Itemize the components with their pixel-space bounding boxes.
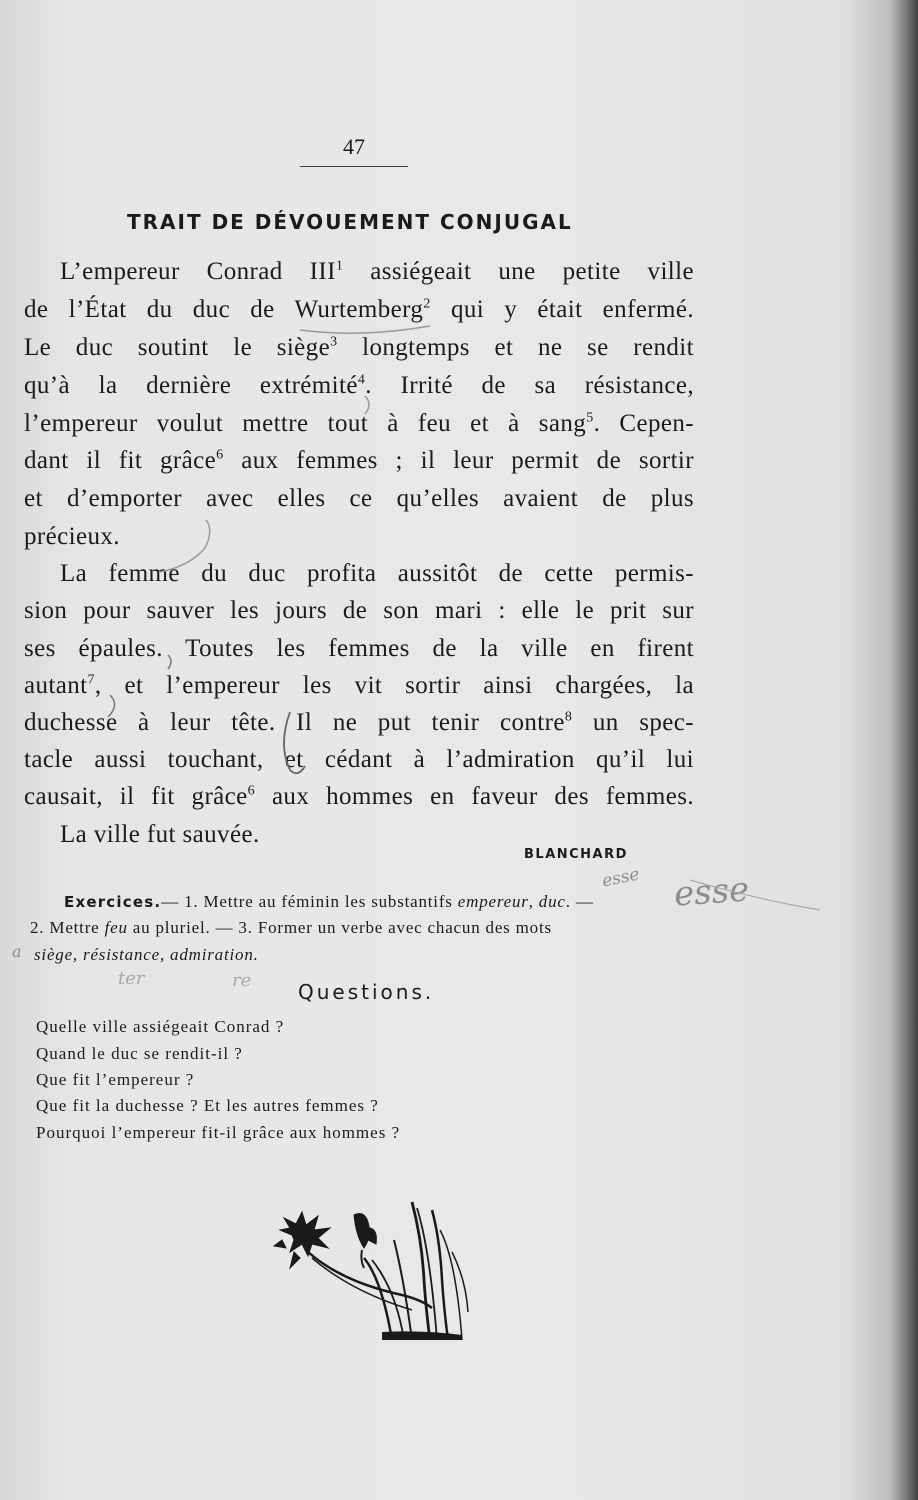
page-edge-shadow [890, 0, 918, 1500]
pencil-note: a [12, 942, 22, 961]
iris-flower-icon [272, 1200, 472, 1345]
text-line: précieux. [24, 523, 120, 550]
text-line: tacle aussi touchant, et cédant à l’admiration qu’il lui [24, 746, 694, 773]
text-line: dant il fit grâce$^6$ aux femmes ; il leur permit de sortir [24, 447, 694, 474]
text-line: La ville fut sauvée. [60, 821, 260, 848]
pencil-note: esse [672, 869, 751, 915]
text-line: duchesse à leur tête. Il ne put tenir contre$^8$ un spec- [24, 709, 694, 736]
exercises-line: Exercices.— 1. Mettre au féminin les substantifs empereur, duc. — [64, 892, 594, 911]
text-line: L’empereur Conrad III$^1$ assiégeait une petite ville [60, 258, 694, 285]
question-item: Pourquoi l’empereur fit-il grâce aux hommes ? [36, 1123, 401, 1142]
pencil-note: ter [118, 968, 145, 989]
pencil-note: re [232, 970, 252, 991]
text-line: causait, il fit grâce$^6$ aux hommes en faveur des femmes. [24, 783, 695, 810]
text-line: Le duc soutint le siège$^3$ longtemps et ne se rendit [24, 334, 694, 361]
text-line: La femme du duc profita aussitôt de cette permis- [60, 560, 694, 587]
exercises-line: 2. Mettre feu au pluriel. — 3. Former un verbe avec chacun des mots [30, 918, 552, 937]
exercises-label: Exercices. [64, 893, 162, 911]
questions-title: Questions. [298, 980, 435, 1004]
question-item: Quand le duc se rendit-il ? [36, 1044, 243, 1063]
question-item: Que fit la duchesse ? Et les autres femmes ? [36, 1096, 379, 1115]
pencil-note: esse [600, 864, 642, 892]
text-line: ses épaules. Toutes les femmes de la ville en firent [24, 635, 694, 662]
question-item: Que fit l’empereur ? [36, 1070, 195, 1089]
exercises-line: siège, résistance, admiration. [34, 945, 259, 964]
question-item: Quelle ville assiégeait Conrad ? [36, 1017, 285, 1036]
text-line: et d’emporter avec elles ce qu’elles avaient de plus [24, 485, 694, 512]
text-line: de l’État du duc de Wurtemberg$^2$ qui y était enfermé. [24, 296, 695, 323]
page-number: 47 [300, 134, 408, 167]
author-name: BLANCHARD [524, 847, 628, 862]
text-line: sion pour sauver les jours de son mari : elle le prit sur [24, 597, 694, 624]
text-line: qu’à la dernière extrémité$^4$. Irrité de sa résistance, [24, 372, 694, 399]
article-title: TRAIT DE DÉVOUEMENT CONJUGAL [127, 210, 573, 234]
text-line: autant$^7$, et l’empereur les vit sortir ainsi chargées, la [24, 672, 694, 699]
text-line: l’empereur voulut mettre tout à feu et à sang$^5$. Cepen- [24, 410, 694, 437]
